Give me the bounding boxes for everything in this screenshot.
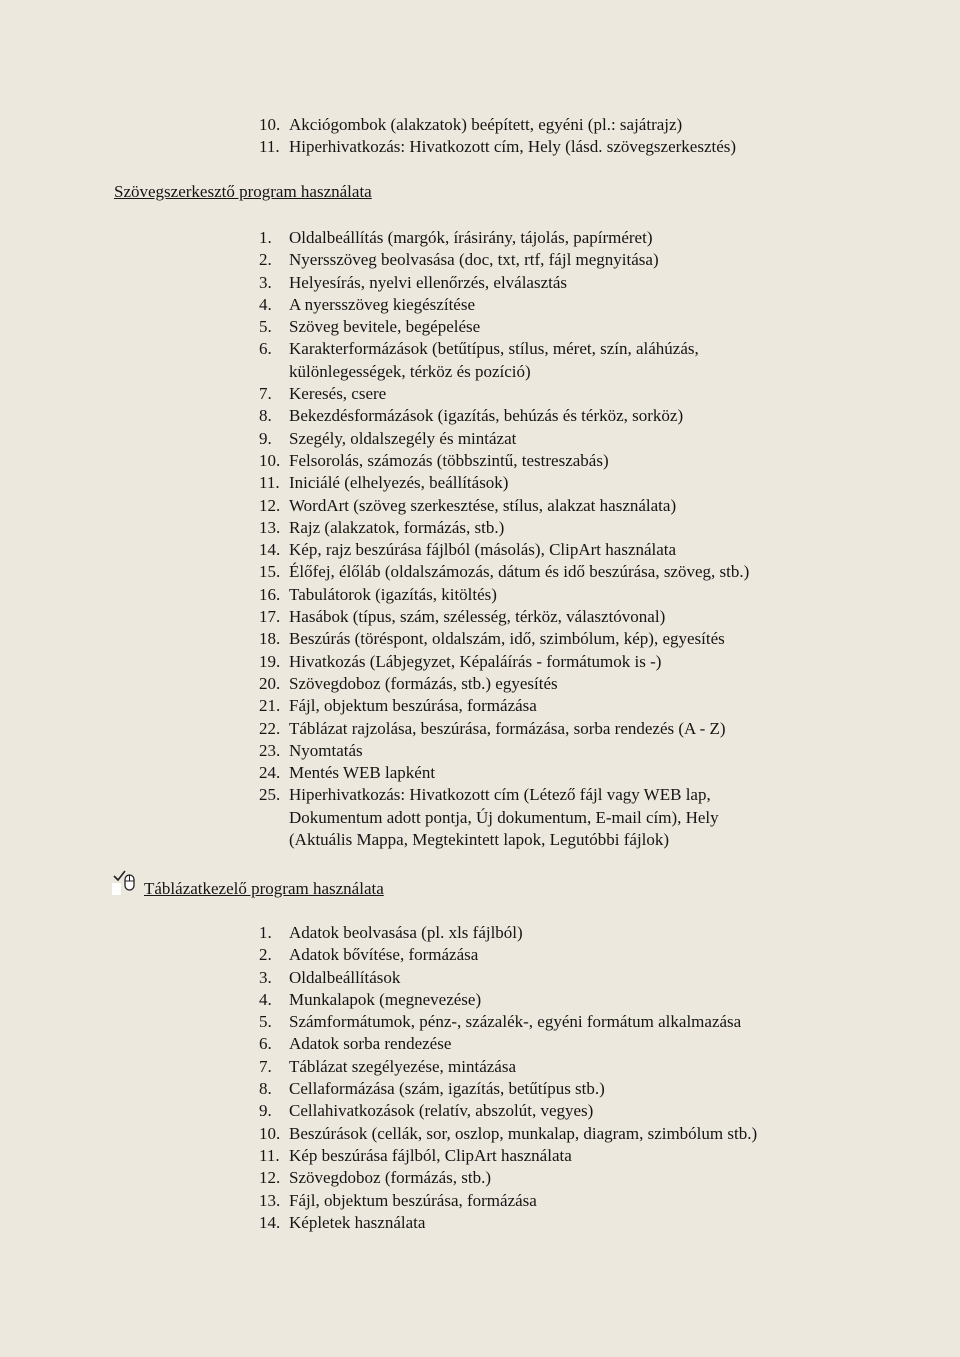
list-item-number: 2. <box>259 250 272 270</box>
list-item-text: Bekezdésformázások (igazítás, behúzás és térköz, sorköz) <box>289 406 684 426</box>
list-item-text: Táblázat rajzolása, beszúrása, formázása, sorba rendezés (A - Z) <box>289 718 726 738</box>
list-item <box>0 762 960 784</box>
list-item <box>0 784 960 806</box>
list-item <box>0 361 960 383</box>
list-item-text: Nyomtatás <box>289 740 363 760</box>
list-item-text: Adatok beolvasása (pl. xls fájlból) <box>289 923 523 942</box>
list-item-text: Szövegdoboz (formázás, stb.) egyesítés <box>289 673 558 693</box>
list-item-number: 14. <box>259 540 281 560</box>
list-item-number: 12. <box>259 1168 281 1188</box>
list-item-number: 7. <box>259 1056 272 1076</box>
list-item <box>0 651 960 673</box>
list-item-number: 18. <box>259 629 281 649</box>
list-item-text: Hivatkozás (Lábjegyzet, Képaláírás - formátumok is -) <box>289 651 662 671</box>
list-item <box>0 584 960 606</box>
list-item <box>0 695 960 717</box>
list-item-text: Beszúrás (töréspont, oldalszám, idő, szimbólum, kép), egyesítés <box>289 629 725 649</box>
word-processing-list <box>0 227 960 851</box>
list-item <box>0 227 960 249</box>
list-item <box>0 922 960 944</box>
list-item <box>0 944 960 966</box>
list-item-text: Munkalapok (megnevezése) <box>289 989 482 1009</box>
list-item-number: 10. <box>259 450 281 470</box>
list-item <box>0 495 960 517</box>
list-item-text: Hiperhivatkozás: Hivatkozott cím (Létező fájl vagy WEB lap, <box>289 785 711 805</box>
list-item <box>0 628 960 650</box>
list-item-number: 23. <box>259 740 281 760</box>
list-item-text: Táblázat szegélyezése, mintázása <box>289 1056 517 1076</box>
list-item-number: 25. <box>259 785 281 805</box>
list-item <box>0 428 960 450</box>
list-item-number: 5. <box>259 317 272 337</box>
list-item-number: 22. <box>259 718 281 738</box>
list-item <box>0 807 960 829</box>
list-item-number: 12. <box>259 495 281 515</box>
list-item-number: 8. <box>259 1079 272 1099</box>
list-item-text: Cellahivatkozások (relatív, abszolút, vegyes) <box>289 1101 594 1121</box>
list-item-text: Adatok bővítése, formázása <box>289 945 479 965</box>
list-item-number: 4. <box>259 294 272 314</box>
list-item-text: Karakterformázások (betűtípus, stílus, méret, szín, aláhúzás, <box>289 339 699 359</box>
list-item-text: Dokumentum adott pontja, Új dokumentum, E-mail cím), Hely <box>289 807 719 827</box>
list-item-number: 13. <box>259 517 281 537</box>
list-item-number: 10. <box>259 115 281 134</box>
list-item-text: Cellaformázása (szám, igazítás, betűtípus stb.) <box>289 1079 605 1099</box>
list-item-text: Helyesírás, nyelvi ellenőrzés, elválasztás <box>289 272 568 292</box>
list-item <box>0 450 960 472</box>
mouse-pointer-icon <box>112 869 140 895</box>
list-item-number: 8. <box>259 406 272 426</box>
list-item-number: 11. <box>259 473 280 493</box>
list-item-text: Kép, rajz beszúrása fájlból (másolás), ClipArt használata <box>289 540 677 560</box>
list-item <box>0 740 960 762</box>
list-item-text: Kép beszúrása fájlból, ClipArt használata <box>289 1145 572 1165</box>
list-item <box>0 673 960 695</box>
list-item <box>0 114 960 136</box>
list-item-text: Hiperhivatkozás: Hivatkozott cím, Hely (lásd. szövegszerkesztés) <box>289 137 737 157</box>
list-item <box>0 1011 960 1033</box>
list-item-text: Élőfej, élőláb (oldalszámozás, dátum és idő beszúrása, szöveg, stb.) <box>289 562 750 582</box>
list-item <box>0 1056 960 1078</box>
list-item <box>0 1100 960 1122</box>
list-item-text: Oldalbeállítás (margók, írásirány, tájolás, papírméret) <box>289 228 653 247</box>
list-item <box>0 316 960 338</box>
list-item-text: Mentés WEB lapként <box>289 763 436 783</box>
list-item-number: 24. <box>259 763 281 783</box>
list-item-text: Fájl, objektum beszúrása, formázása <box>289 696 537 716</box>
spreadsheet-list <box>0 922 960 1234</box>
list-item <box>0 718 960 740</box>
list-item-number: 10. <box>259 1123 281 1143</box>
list-item-text: Adatok sorba rendezése <box>289 1034 452 1054</box>
list-item-text: WordArt (szöveg szerkesztése, stílus, alakzat használata) <box>289 495 677 515</box>
list-item-number: 9. <box>259 428 272 448</box>
list-item <box>0 1145 960 1167</box>
list-item <box>0 989 960 1011</box>
list-item-text: Oldalbeállítások <box>289 967 401 987</box>
list-item <box>0 539 960 561</box>
list-item-text: Felsorolás, számozás (többszintű, testreszabás) <box>289 450 609 470</box>
list-item-number: 11. <box>259 1145 280 1165</box>
list-item-number: 3. <box>259 967 272 987</box>
list-item-number: 7. <box>259 384 272 404</box>
list-item <box>0 383 960 405</box>
list-item <box>0 472 960 494</box>
list-item <box>0 272 960 294</box>
list-item-number: 16. <box>259 584 281 604</box>
list-item-text: Szövegdoboz (formázás, stb.) <box>289 1168 492 1188</box>
list-item-text: különlegességek, térköz és pozíció) <box>289 361 531 381</box>
list-item <box>0 294 960 316</box>
list-item-text: Számformátumok, pénz-, százalék-, egyéni formátum alkalmazása <box>289 1012 742 1032</box>
list-item <box>0 967 960 989</box>
list-item <box>0 1190 960 1212</box>
list-item-number: 4. <box>259 989 272 1009</box>
list-item <box>0 1167 960 1189</box>
list-item <box>0 136 960 158</box>
list-item-text: Iniciálé (elhelyezés, beállítások) <box>289 473 509 493</box>
list-item-text: Rajz (alakzatok, formázás, stb.) <box>289 517 505 537</box>
list-item-number: 20. <box>259 673 281 693</box>
list-item-number: 6. <box>259 339 272 359</box>
list-item-number: 14. <box>259 1212 281 1232</box>
list-item-number: 13. <box>259 1190 281 1210</box>
word-processing-heading: Szövegszerkesztő program használata <box>114 182 372 201</box>
list-item <box>0 561 960 583</box>
list-item <box>0 1212 960 1234</box>
list-item <box>0 338 960 360</box>
list-item-number: 11. <box>259 137 280 157</box>
list-item-text: Tabulátorok (igazítás, kitöltés) <box>289 584 497 604</box>
list-item-text: A nyersszöveg kiegészítése <box>289 294 475 314</box>
list-item-number: 3. <box>259 272 272 292</box>
list-item <box>0 405 960 427</box>
list-item-text: Beszúrások (cellák, sor, oszlop, munkalap, diagram, szimbólum stb.) <box>289 1123 758 1143</box>
list-item <box>0 1123 960 1145</box>
spreadsheet-heading: Táblázatkezelő program használata <box>144 879 384 898</box>
list-item-number: 21. <box>259 696 281 716</box>
list-item-number: 9. <box>259 1101 272 1121</box>
list-item <box>0 1078 960 1100</box>
list-item-number: 17. <box>259 607 281 627</box>
list-item <box>0 517 960 539</box>
list-item-text: Fájl, objektum beszúrása, formázása <box>289 1190 537 1210</box>
list-item-number: 6. <box>259 1034 272 1054</box>
list-item <box>0 829 960 851</box>
list-item-text: Nyersszöveg beolvasása (doc, txt, rtf, fájl megnyitása) <box>289 250 659 270</box>
list-item <box>0 249 960 271</box>
list-item <box>0 606 960 628</box>
continued-list <box>0 114 960 159</box>
list-item-text: Szöveg bevitele, begépelése <box>289 317 481 337</box>
list-item-number: 1. <box>259 923 272 942</box>
list-item-number: 2. <box>259 945 272 965</box>
list-item-text: Képletek használata <box>289 1212 426 1232</box>
list-item-number: 15. <box>259 562 281 582</box>
list-item <box>0 1033 960 1055</box>
list-item-number: 5. <box>259 1012 272 1032</box>
list-item-text: Keresés, csere <box>289 384 387 404</box>
list-item-text: Akciógombok (alakzatok) beépített, egyéni (pl.: sajátrajz) <box>289 115 683 134</box>
list-item-text: Hasábok (típus, szám, szélesség, térköz, választóvonal) <box>289 607 666 627</box>
list-item-text: Szegély, oldalszegély és mintázat <box>289 428 517 448</box>
list-item-text: (Aktuális Mappa, Megtekintett lapok, Legutóbbi fájlok) <box>289 830 670 850</box>
list-item-number: 1. <box>259 228 272 247</box>
list-item-number: 19. <box>259 651 281 671</box>
